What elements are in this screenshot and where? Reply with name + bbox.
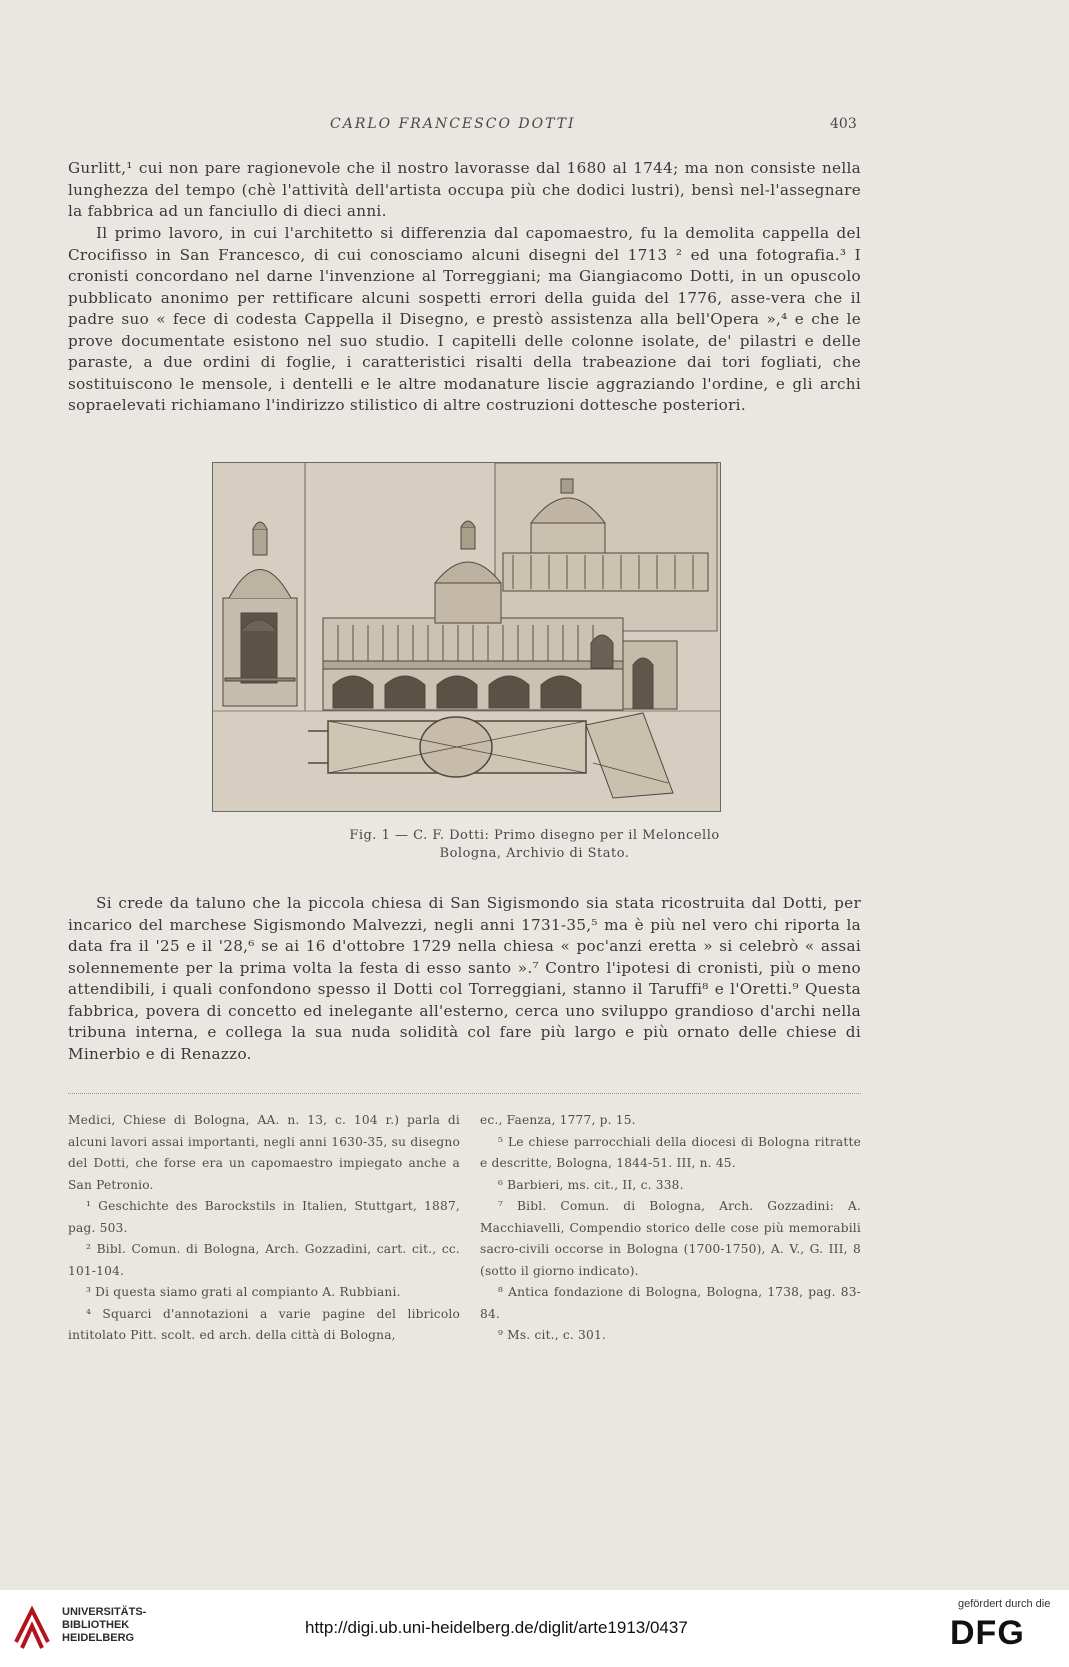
figure-caption-line2: Bologna, Archivio di Stato. <box>439 846 630 861</box>
footnote-2: ² Bibl. Comun. di Bologna, Arch. Gozzadini, cart. cit., cc. 101-104. <box>68 1242 460 1278</box>
footnotes-left-column <box>68 1110 460 1347</box>
meloncello-drawing-illustration <box>213 463 720 811</box>
permalink-url[interactable]: http://digi.ub.uni-heidelberg.de/diglit/arte1913/0437 <box>305 1618 688 1637</box>
footnote-5: ⁵ Le chiese parrocchiali della diocesi di Bologna ritratte e descritte, Bologna, 1844-51. III, n. 45. <box>480 1134 861 1170</box>
footnote-9: ⁹ Ms. cit., c. 301. <box>498 1328 606 1342</box>
footnote-continuation: Medici, Chiese di Bologna, AA. n. 13, c. 104 r.) parla di alcuni lavori assai importanti, negli anni 1630-35, su disegno del Dotti, che forse era un capomaestro impiegato anche a San Petronio. <box>68 1113 460 1192</box>
running-head: CARLO FRANCESCO DOTTI <box>330 116 576 132</box>
figure-caption-line1: Fig. 1 — C. F. Dotti: Primo disegno per il Meloncello <box>349 828 720 843</box>
funded-by-label: gefördert durch die <box>958 1598 1051 1610</box>
paragraph-3: Si crede da taluno che la piccola chiesa di San Sigismondo sia stata ricostruita dal Dotti, per incarico del marchese Sigismondo Malvezzi, negli anni 1731-35,⁵ ma è più nel vero chi riporta la data fra il '25 e il '28,⁶ se ai 16 d'ottobre 1729 nella chiesa « poc'anzi eretta » si celebrò « assai solennemente per la prima volta la festa di esso santo ».⁷ Contro l'ipotesi di cronisti, più o meno attendibili, i quali confondono spesso il Dotti col Torreggiani, stanno il Taruffi⁸ e l'Oretti.⁹ Questa fabbrica, povera di concetto ed inelegante all'esterno, cerca uno sviluppo grandioso d'archi nella tribuna interna, e collega la sua nuda solidità col fare più largo e più ornato delle chiese di Minerbio e di Renazzo. <box>68 894 861 1063</box>
paragraph-1: Gurlitt,¹ cui non pare ragionevole che il nostro lavorasse dal 1680 al 1744; ma non consiste nella lunghezza del tempo (chè l'attività dell'artista occupa più che dodici lustri), bensì nel-l'assegnare la fabbrica ad un fanciullo di dieci anni. <box>68 159 861 220</box>
footnote-8: ⁸ Antica fondazione di Bologna, Bologna, 1738, pag. 83-84. <box>480 1285 861 1321</box>
footnote-4-continuation: ec., Faenza, 1777, p. 15. <box>480 1113 636 1127</box>
dfg-logo: DFG <box>950 1614 1025 1652</box>
library-name: UNIVERSITÄTS- BIBLIOTHEK HEIDELBERG <box>62 1606 147 1644</box>
page-number: 403 <box>830 116 857 132</box>
footnote-1: ¹ Geschichte des Barockstils in Italien, Stuttgart, 1887, pag. 503. <box>68 1199 460 1235</box>
running-header <box>0 116 1069 138</box>
footnote-6: ⁶ Barbieri, ms. cit., II, c. 338. <box>498 1177 684 1192</box>
footnote-7: ⁷ Bibl. Comun. di Bologna, Arch. Gozzadini: A. Macchiavelli, Compendio storico delle cose più memorabili sacro-civili occorse in Bologna (1700-1750), A. V., G. III, 8 (sotto il giorno indicato). <box>480 1199 861 1278</box>
university-library-logo-icon <box>12 1602 52 1652</box>
footnote-3: ³ Di questa siamo grati al compianto A. Rubbiani. <box>86 1285 401 1299</box>
footnote-4: ⁴ Squarci d'annotazioni a varie pagine del libricolo intitolato Pitt. scolt. ed arch. della città di Bologna, <box>68 1306 460 1342</box>
architectural-drawing <box>212 462 721 812</box>
footnote-rule <box>68 1093 861 1094</box>
footnotes-right-column <box>480 1110 861 1347</box>
digitization-footer <box>0 1590 1069 1667</box>
paragraph-2: Il primo lavoro, in cui l'architetto si differenzia dal capomaestro, fu la demolita cappella del Crocifisso in San Francesco, di cui conosciamo alcuni disegni del 1713 ² ed una fotografia.³ I cronisti concordano nel darne l'invenzione al Torreggiani; ma Giangiacomo Dotti, in un opuscolo pubblicato anonimo per rettificare alcuni sospetti errori della guida del 1776, asse-vera che il padre suo « fece di codesta Cappella il Disegno, e prestò assistenza alla bell'Opera »,⁴ e che le prove documentate esistono nel suo studio. I capitelli delle colonne isolate, de' pilastri e delle paraste, a due ordini di foglie, i caratteristici risalti della trabeazione dai tori fogliati, che sostituiscono le mensole, i dentelli e le altre modanature liscie aggraziando l'ordine, e gli archi sopraelevati richiamano l'indirizzo stilistico di altre costruzioni dottesche posteriori. <box>68 224 861 414</box>
